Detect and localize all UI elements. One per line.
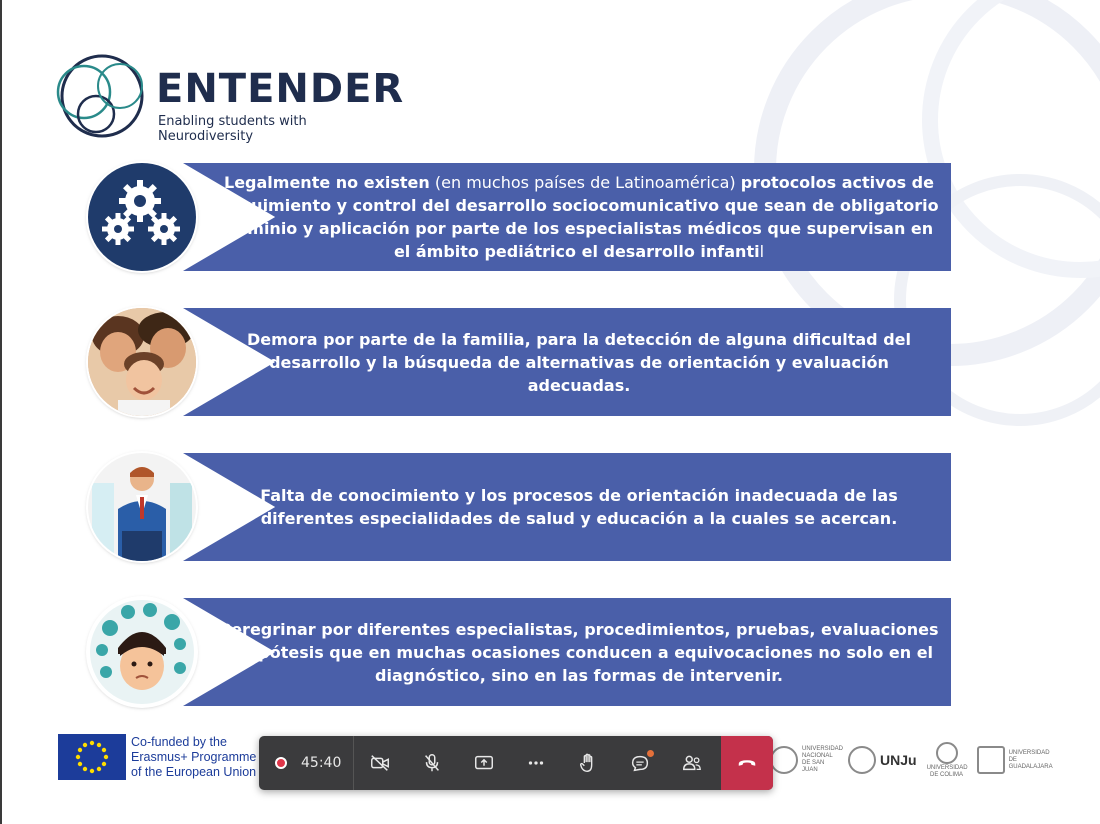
logo-tagline: Enabling students with Neurodiversity	[158, 114, 307, 144]
seal-icon	[977, 746, 1005, 774]
entender-logo	[40, 52, 405, 147]
participants-icon	[681, 752, 703, 774]
partner-name: UNIVERSIDAD DE COLIMA	[926, 764, 968, 778]
more-icon	[525, 752, 547, 774]
share-screen-icon	[473, 752, 495, 774]
row-text	[218, 163, 940, 271]
mic-toggle-button[interactable]	[406, 736, 458, 790]
info-row-1	[88, 163, 956, 273]
logo-title: ENTENDER	[156, 66, 405, 112]
row-text: Falta de conocimiento y los procesos de orientación inadecuada de las diferentes especialidades de salud y educación a la cuales se acercan.	[260, 486, 898, 528]
meeting-toolbar	[259, 736, 773, 790]
row-text-normal: (en muchos países de Latinoamérica)	[429, 173, 741, 192]
logo-rings-icon	[40, 52, 150, 147]
record-icon	[275, 757, 287, 769]
eu-flag-icon	[58, 734, 126, 780]
family-photo	[88, 308, 196, 416]
info-row-2	[88, 308, 956, 418]
seal-icon	[770, 746, 798, 774]
partner-name: UNIVERSIDAD DE GUADALAJARA	[1008, 749, 1053, 770]
partner-unsj	[770, 746, 844, 774]
hang-up-button[interactable]	[721, 736, 773, 790]
eu-line: Erasmus+ Programme	[131, 750, 257, 764]
row-text-bold: Legalmente no existen	[224, 173, 430, 192]
partner-name: UNIVERSIDAD NACIONAL DE SAN JUAN	[802, 746, 844, 773]
more-options-button[interactable]	[510, 736, 562, 790]
gears-icon	[88, 163, 196, 271]
camera-off-icon	[369, 752, 391, 774]
raise-hand-icon	[577, 752, 599, 774]
eu-line: Co-funded by the	[131, 735, 227, 749]
partner-unju	[848, 746, 917, 774]
mic-off-icon	[421, 752, 443, 774]
partner-udg	[977, 746, 1053, 774]
hang-up-icon	[736, 752, 758, 774]
participants-button[interactable]	[666, 736, 718, 790]
row-text-tail: l	[759, 242, 765, 261]
recording-indicator[interactable]	[259, 736, 354, 790]
partner-name: UNJu	[880, 751, 917, 768]
row-text: Demora por parte de la familia, para la detección de alguna dificultad del desarrollo y la búsqueda de alternativas de orientación y evaluación adecuadas.	[247, 329, 911, 395]
child-thinking-illustration	[88, 598, 196, 706]
share-screen-button[interactable]	[458, 736, 510, 790]
eu-funding-text	[131, 735, 256, 780]
info-row-3	[88, 453, 956, 563]
seal-icon	[848, 746, 876, 774]
info-row-4	[88, 598, 956, 708]
seal-icon	[936, 742, 958, 764]
partner-logos	[770, 738, 1060, 782]
doctors-illustration	[88, 453, 196, 561]
eu-line: of the European Union	[131, 765, 257, 779]
camera-toggle-button[interactable]	[354, 736, 406, 790]
chat-button[interactable]	[614, 736, 666, 790]
row-text: Peregrinar por diferentes especialistas, procedimientos, pruebas, evaluaciones e hipótesis que en muchas ocasiones conducen a equivocaciones no solo en el diagnóstico, sino en las formas de intervenir.	[219, 619, 939, 685]
chat-notification-dot	[647, 750, 654, 757]
row-text-bold-2: protocolos activos de seguimiento y control del desarrollo sociocomunicativo que sean de obligatorio dominio y aplicación por parte de los especialistas médicos que supervisan en el ámbito pediátrico el desarrollo infanti	[219, 173, 939, 261]
meeting-timer: 45:40	[301, 755, 342, 771]
partner-colima	[927, 742, 967, 779]
raise-hand-button[interactable]	[562, 736, 614, 790]
